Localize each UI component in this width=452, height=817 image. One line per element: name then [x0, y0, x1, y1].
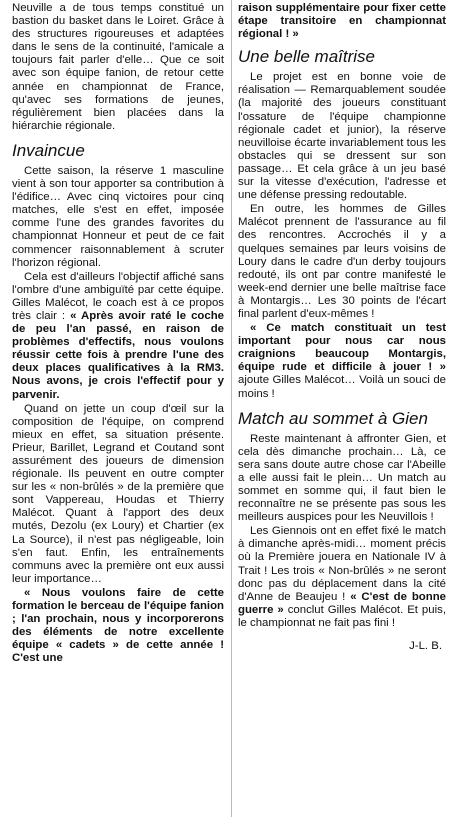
giennois-intro: Les Giennois ont en effet fixé le match à dimanche après-midi… moment précis où la Première jouera en Nationale IV à Trait ! Les trois « Non-brûlés » ne seront donc pas du déplacement dans la cité d'Anne de Beaujeu ! — [238, 525, 446, 603]
author-signature: J-L. B. — [409, 640, 442, 653]
paragraph-giennois — [238, 525, 446, 630]
coach-quote-2: « Nous voulons faire de cette formation le berceau de l'équipe fanion ; l'an prochain, nous y incorporerons des éléments de notre excellente équipe « cadets » de cette année ! C'est une — [12, 586, 224, 665]
paragraph-montargis: En outre, les hommes de Gilles Malécot prennent de l'assurance au fil des rencontres. Accrochés il y a quelques semaines par leurs voisins de Loury dans le cadre d'un derby toujours redouté, ils ont par contre manifesté le week-end dernier une belle maîtrise face à Montargis… Les 30 points de l'écart final parlent d'eux-mêmes ! — [238, 203, 446, 320]
left-column — [12, 2, 224, 667]
paragraph-gien: Reste maintenant à affronter Gien, et cela dès dimanche prochain… Là, ce sera sans doute autre chose car l'Abeille a elle aussi fait le plein… Un match au sommet en somme qui, il faut bien le reconnaître ne se présente pas sous les meilleurs auspices pour les Neuvillois ! — [238, 432, 446, 524]
paragraph-objective — [12, 271, 224, 402]
quote-4-attribution: conclut Gilles Malécot. Et puis, le championnat ne fait pas fini ! — [238, 603, 446, 629]
coach-quote-1: « Après avoir raté le coche de peu l'an passé, en raison de problèmes d'effectifs, nous voulons réussir cette fois à prendre l'une des deux places qualificatives à la RM3. Nous avons, je crois l'effectif pour y parvenir. — [12, 309, 224, 401]
objective-intro: Cela est d'ailleurs l'objectif affiché sans l'ombre d'une ambiguïté par cette équipe. Gilles Malécot, le coach est à ce propos très clair : — [12, 270, 224, 322]
coach-quote-4: « C'est de bonne guerre » — [238, 590, 447, 616]
subheading-gien: Match au sommet à Gien — [238, 408, 428, 428]
subheading-invaincue: Invaincue — [12, 140, 85, 160]
column-divider — [231, 0, 232, 817]
intro-paragraph: Neuville a de tous temps constitué un bastion du basket dans le Loiret. Grâce à des structures rigoureuses et adaptées dans le sens de la continuité, l'amicale a toujours fait parler d'elle… Que ce soit avec son équipe fanion, de retour cette année en championnat de France, qu'avec ses formations de jeunes, régulièrement bien placées dans la hiérarchie régionale. — [12, 2, 224, 132]
paragraph-project: Le projet est en bonne voie de réalisation — Remarquablement soudée (la majorité des joueurs constituant l'ossature de l'équipe championne régionale cadet et junior), la réserve neuvilloise écarte invariablement tous les obstacles qui se dressent sur son passage… Et cela grâce à un jeu basé sur la vitesse d'exécution, l'adresse et une défense pressing redoutable. — [238, 71, 446, 202]
paragraph-composition: Quand on jette un coup d'œil sur la composition de l'équipe, on comprend mieux en effet, sa situation présente. Prieur, Barillet, Legrand et Coutand sont assurément des joueurs de dimension régionale. Ils peuvent en outre compter sur les « non-brûlés » de la première que sont Vappereau, Houdas et Thierry Malécot. Quant à l'apport des deux mutés, Dezolu (ex Loury) et Chartier (ex La Source), il n'est pas négligeable, loin s'en faut. Enfin, les entraînements communs avec la première ont eux aussi leur importance… — [12, 402, 224, 585]
subheading-maitrise: Une belle maîtrise — [238, 47, 376, 67]
quote-3-attribution: ajoute Gilles Malécot… Voilà un souci de moins ! — [238, 374, 446, 400]
right-column — [238, 2, 446, 653]
paragraph-test-quote — [238, 322, 446, 401]
paragraph-season: Cette saison, la réserve 1 masculine vient à son tour apporter sa contribution à l'édifice… Avec cinq victoires pour cinq matches, elle s'est en effet, imposée comme l'une des grandes favorites du championnat Honneur et peut de ce fait commencer raisonnablement à scruter l'horizon régional. — [12, 164, 224, 269]
coach-quote-2-continued: raison supplémentaire pour fixer cette étape transitoire en championnat régional ! » — [238, 2, 446, 41]
coach-quote-3: « Ce match constituait un test important pour nous car nous craignions beaucoup Montargis, équipe rude et difficile à jouer ! » — [238, 322, 446, 374]
